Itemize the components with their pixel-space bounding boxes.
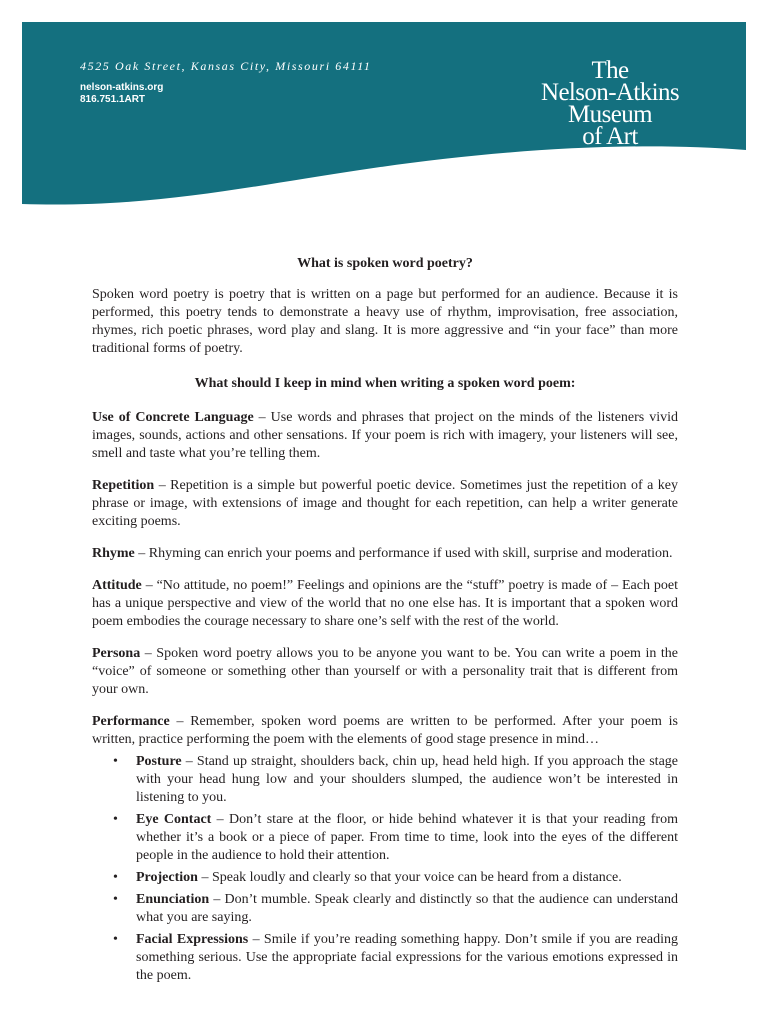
section-performance — [92, 713, 678, 749]
section-term: Attitude — [92, 578, 142, 593]
bullet-icon: • — [113, 932, 118, 947]
tip-term: Enunciation — [136, 892, 210, 907]
logo-line: Nelson-Atkins — [540, 79, 680, 106]
bullet-icon: • — [113, 812, 118, 827]
tip-term: Projection — [136, 870, 198, 885]
section-term: Performance — [92, 714, 170, 729]
museum-website: nelson-atkins.org — [80, 82, 164, 93]
section-text: – Rhyming can enrich your poems and performance if used with skill, surprise and moderation. — [134, 546, 673, 561]
section-text: – “No attitude, no poem!” Feelings and opinions are the “stuff” poetry is made of – Each poet has a unique perspective and view of the world that no one else has. It is important that a spoken word poem embodies the courage necessary to share one’s self with the rest of the world. — [92, 578, 678, 629]
section-rhyme — [92, 545, 678, 563]
performance-tips-list — [92, 753, 678, 985]
section-persona — [92, 645, 678, 699]
bullet-icon: • — [113, 892, 118, 907]
list-item — [113, 753, 678, 807]
section-repetition — [92, 477, 678, 531]
section-concrete-language — [92, 409, 678, 463]
section-term: Repetition — [92, 478, 155, 493]
section-attitude — [92, 577, 678, 631]
section-term: Use of Concrete Language — [92, 410, 254, 425]
section-term: Rhyme — [92, 546, 135, 561]
section-text: – Use words and phrases that project on the minds of the listeners vivid images, sounds, actions and other sensations. If your poem is rich with imagery, your listeners will see, smell and taste what you’re telling them. — [92, 410, 678, 461]
logo-line: Museum — [568, 101, 652, 128]
list-item — [113, 811, 678, 865]
museum-address: 4525 Oak Street, Kansas City, Missouri 64111 — [80, 59, 372, 73]
document-body — [92, 255, 678, 989]
logo-line: The — [591, 57, 629, 84]
list-item — [113, 931, 678, 985]
section-text: – Repetition is a simple but powerful poetic device. Sometimes just the repetition of a key phrase or image, with extensions of image and thought for each repetition, can help a writer generate exciting poems. — [92, 478, 678, 529]
section-term: Persona — [92, 646, 141, 661]
tip-text: – Speak loudly and clearly so that your voice can be heard from a distance. — [197, 870, 622, 885]
bullet-icon: • — [113, 870, 118, 885]
tip-text: – Stand up straight, shoulders back, chin up, head held high. If you approach the stage with your head hung low and your shoulders slumped, the audience won’t be interested in listening to you. — [136, 754, 678, 805]
tip-term: Eye Contact — [136, 812, 212, 827]
tip-term: Posture — [136, 754, 182, 769]
list-item — [113, 869, 678, 887]
logo-line: of Art — [582, 123, 638, 150]
museum-phone: 816.751.1ART — [80, 94, 146, 105]
document-title: What is spoken word poetry? — [297, 256, 473, 271]
museum-contact — [80, 82, 163, 106]
section-text: – Spoken word poetry allows you to be anyone you want to be. You can write a poem in the “voice” of someone or something other than yourself or with a personality trait that is different from your own. — [92, 646, 678, 697]
section-heading: What should I keep in mind when writing a spoken word poem: — [194, 376, 576, 391]
tip-term: Facial Expressions — [136, 932, 249, 947]
museum-logo — [520, 57, 700, 150]
tip-text: – Smile if you’re reading something happy. Don’t smile if you are reading something serious. Use the appropriate facial expressions for the various emotions expressed in the poem. — [136, 932, 678, 983]
tip-text: – Don’t stare at the floor, or hide behind whatever it is that your reading from whether it’s a book or a piece of paper. From time to time, look into the eyes of the different people in the audience to hold their attention. — [136, 812, 678, 863]
intro-paragraph: Spoken word poetry is poetry that is written on a page but performed for an audience. Because it is performed, this poetry tends to demonstrate a heavy use of rhythm, improvisation, free association, rhymes, rich poetic phrases, word play and slang. It is more aggressive and “in your face” than more traditional forms of poetry. — [92, 287, 678, 356]
section-text: – Remember, spoken word poems are written to be performed. After your poem is written, practice performing the poem with the elements of good stage presence in mind… — [92, 714, 678, 747]
tip-text: – Don’t mumble. Speak clearly and distinctly so that the audience can understand what you are saying. — [136, 892, 678, 925]
list-item — [113, 891, 678, 927]
bullet-icon: • — [113, 754, 118, 769]
